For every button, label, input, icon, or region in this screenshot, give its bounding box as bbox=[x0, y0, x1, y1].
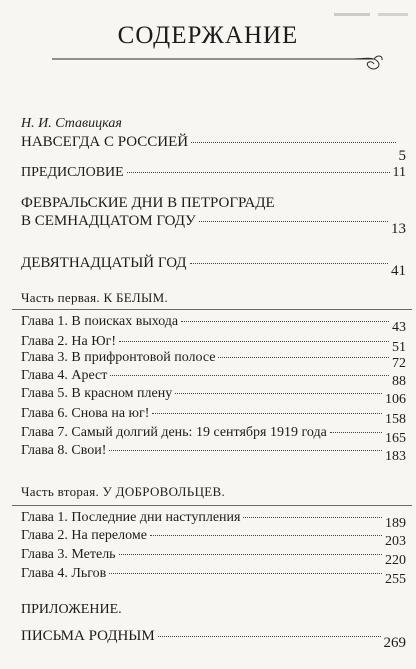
title-ornament bbox=[52, 50, 384, 76]
toc-entry[interactable] bbox=[21, 134, 406, 164]
chapter-title: Глава 6. Снова на юг! bbox=[21, 406, 150, 421]
section-divider bbox=[12, 309, 412, 310]
leader-dots bbox=[152, 413, 382, 414]
page-title: СОДЕРЖАНИЕ bbox=[117, 22, 299, 49]
leader-dots bbox=[191, 142, 395, 143]
chapter-page: 165 bbox=[385, 431, 406, 446]
toc-entry-page: 5 bbox=[398, 148, 406, 164]
leader-dots bbox=[199, 221, 388, 222]
chapter-title: Глава 1. Последние дни наступления bbox=[21, 510, 241, 525]
leader-dots bbox=[119, 341, 389, 342]
chapter-page: 189 bbox=[385, 516, 406, 531]
toc-entry-title: НАВСЕГДА С РОССИЕЙ bbox=[21, 134, 189, 150]
toc-entry-page: 269 bbox=[383, 635, 406, 651]
chapter-page: 255 bbox=[385, 572, 406, 587]
chapter-title: Глава 1. В поисках выхода bbox=[21, 314, 179, 329]
chapter-row[interactable] bbox=[21, 368, 406, 389]
toc-entry-page: 13 bbox=[391, 221, 406, 237]
toc-entry[interactable] bbox=[21, 255, 406, 279]
chapter-row[interactable] bbox=[21, 547, 406, 568]
chapter-page: 72 bbox=[392, 356, 406, 371]
chapter-row[interactable] bbox=[21, 528, 406, 549]
toc-entry-title: ПИСЬМА РОДНЫМ bbox=[21, 628, 155, 644]
leader-dots bbox=[109, 450, 382, 451]
chapter-title: Глава 2. На переломе bbox=[21, 528, 147, 543]
chapter-row[interactable] bbox=[21, 510, 406, 531]
leader-dots bbox=[175, 393, 382, 394]
part-heading: Часть вторая. У ДОБРОВОЛЬЦЕВ. bbox=[21, 484, 226, 499]
chapter-page: 51 bbox=[392, 340, 406, 355]
chapter-row[interactable] bbox=[21, 314, 406, 335]
chapter-page: 88 bbox=[392, 374, 406, 389]
toc-entry-title: ПРЕДИСЛОВИЕ bbox=[21, 165, 124, 180]
chapter-title: Глава 4. Арест bbox=[21, 368, 108, 383]
author-name: Н. И. Ставицкая bbox=[21, 116, 122, 131]
chapter-title: Глава 2. На Юг! bbox=[21, 334, 116, 349]
chapter-title: Глава 8. Свои! bbox=[21, 443, 107, 458]
chapter-row[interactable] bbox=[21, 425, 406, 446]
chapter-title: Глава 3. Метель bbox=[21, 547, 116, 562]
chapter-title: Глава 5. В красном плену bbox=[21, 386, 173, 401]
toc-entry[interactable] bbox=[21, 213, 406, 237]
facing-page-bleed bbox=[334, 10, 416, 22]
toc-entry-page: 11 bbox=[392, 165, 406, 180]
chapter-row[interactable] bbox=[21, 406, 406, 427]
chapter-row[interactable] bbox=[21, 334, 406, 355]
chapter-page: 106 bbox=[385, 392, 406, 407]
chapter-title: Глава 7. Самый долгий день: 19 сентября 1919 года bbox=[21, 425, 327, 440]
chapter-row[interactable] bbox=[21, 350, 406, 371]
toc-entry-title: ДЕВЯТНАДЦАТЫЙ ГОД bbox=[21, 255, 187, 271]
leader-dots bbox=[181, 321, 389, 322]
appendix-heading: ПРИЛОЖЕНИЕ. bbox=[21, 602, 122, 617]
leader-dots bbox=[150, 535, 382, 536]
chapter-row[interactable] bbox=[21, 386, 406, 407]
leader-dots bbox=[158, 636, 381, 637]
leader-dots bbox=[243, 517, 382, 518]
toc-entry[interactable] bbox=[21, 165, 406, 181]
toc-entry[interactable] bbox=[21, 628, 406, 651]
chapter-title: Глава 4. Льгов bbox=[21, 566, 107, 581]
section-divider bbox=[12, 505, 412, 506]
chapter-row[interactable] bbox=[21, 566, 406, 587]
chapter-page: 43 bbox=[392, 320, 406, 335]
leader-dots bbox=[109, 573, 382, 574]
chapter-page: 203 bbox=[385, 534, 406, 549]
chapter-page: 220 bbox=[385, 553, 406, 568]
leader-dots bbox=[190, 263, 388, 264]
toc-entry-title-line2: В СЕМНАДЦАТОМ ГОДУ bbox=[21, 213, 196, 229]
leader-dots bbox=[110, 375, 389, 376]
toc-entry-page: 41 bbox=[391, 263, 406, 279]
leader-dots bbox=[218, 357, 389, 358]
chapter-row[interactable] bbox=[21, 443, 406, 464]
leader-dots bbox=[119, 554, 382, 555]
leader-dots bbox=[330, 432, 382, 433]
chapter-page: 158 bbox=[385, 412, 406, 427]
chapter-title: Глава 3. В прифронтовой полосе bbox=[21, 350, 216, 365]
chapter-page: 183 bbox=[385, 449, 406, 464]
part-heading: Часть первая. К БЕЛЫМ. bbox=[21, 290, 169, 305]
toc-entry-title-line1[interactable]: ФЕВРАЛЬСКИЕ ДНИ В ПЕТРОГРАДЕ bbox=[21, 195, 275, 211]
leader-dots bbox=[127, 172, 390, 173]
